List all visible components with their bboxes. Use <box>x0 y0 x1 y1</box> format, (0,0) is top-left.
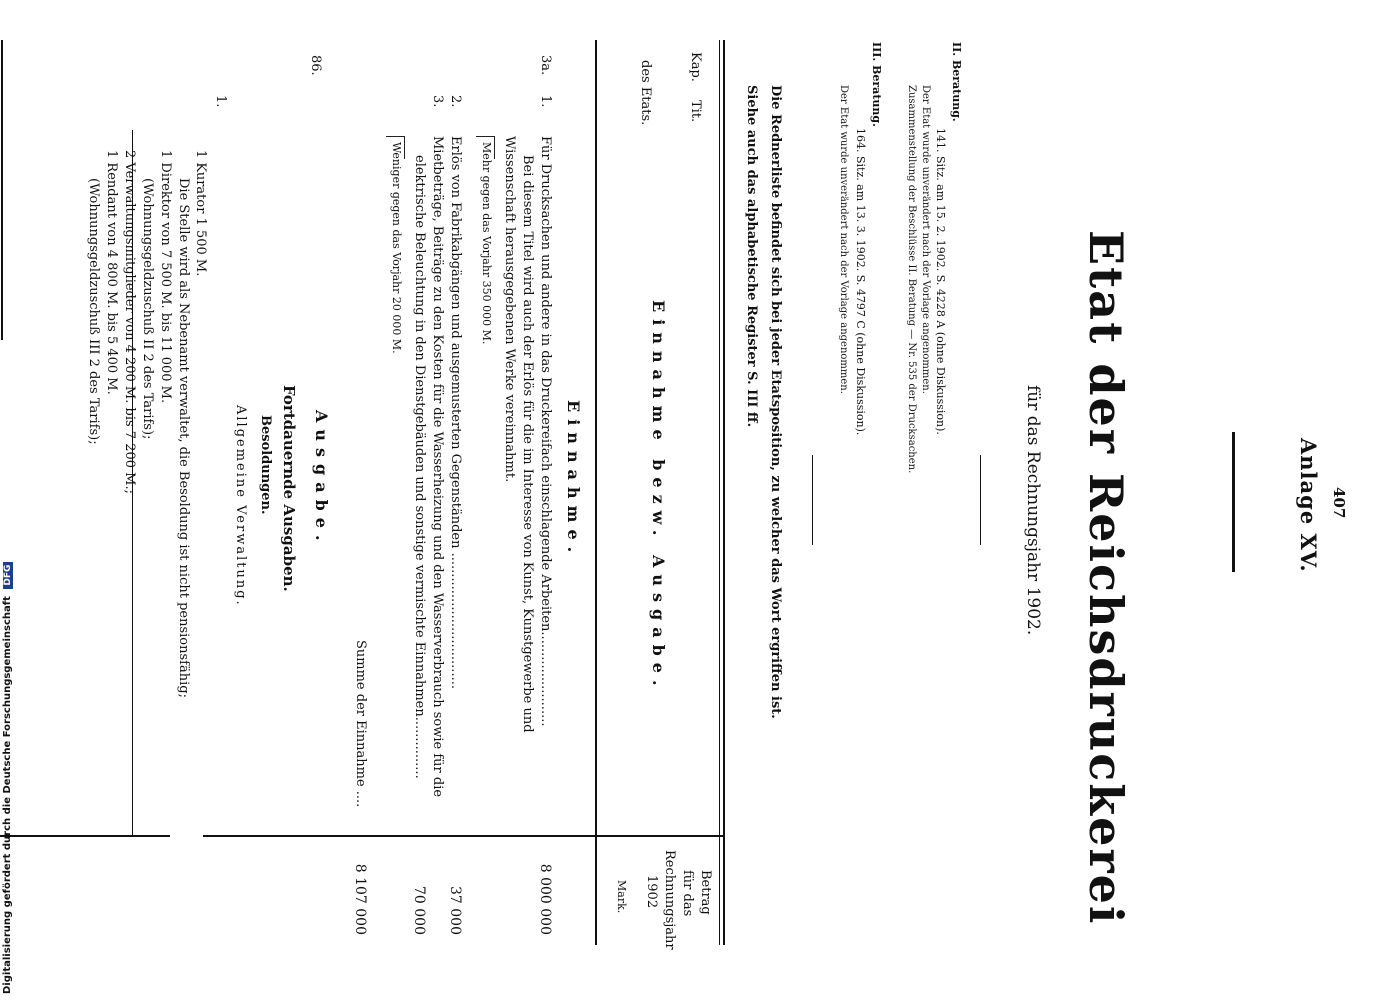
ausgabe-line-4: (Wohnungsgeldzuschuß II 2 des Tarifs); <box>140 178 155 440</box>
col-amount-header-3: Rechnungsjahr <box>662 850 677 950</box>
col-amount-header-2: für das <box>680 870 695 917</box>
einnahme-row3-amount: 70 000 <box>411 886 427 935</box>
credit-text: Digitalisierung gefördert durch die Deutsche Forschungsgemeinschaft <box>2 596 13 994</box>
ausgabe-tit: 1. <box>213 95 228 108</box>
ausgabe-heading: Ausgabe. <box>312 410 331 548</box>
einnahme-row1-change: Mehr gegen das Vorjahr 350 000 M. <box>480 142 493 345</box>
ausgabe-line-1: 1 Kurator 1 500 M. <box>193 150 208 277</box>
einnahme-row1-note2: Wissenschaft herausgegebenen Werke vereinnahmt. <box>502 136 517 483</box>
einnahme-row2-tit: 2. <box>448 95 463 108</box>
table-header-rule <box>595 40 597 945</box>
beratung-divider <box>812 455 813 545</box>
einnahme-heading: Einnahme. <box>564 400 583 560</box>
table-top-rule-2 <box>719 40 720 945</box>
einnahme-row3-text2: elektrische Beleuchtung in den Dienstgebäuden und sonstige vermischte Einnahmen............... <box>412 155 427 779</box>
einnahme-row1-amount: 8 000 000 <box>537 863 553 935</box>
einnahme-row3-change: Weniger gegen das Vorjahr 20 000 M. <box>390 142 403 354</box>
document-title: Etat der Reichsdruckerei <box>1079 230 1133 926</box>
einnahme-row1-note: Bei diesem Titel wird auch der Erlös für die im Interesse von Kunst, Kunstgewerbe und <box>520 155 535 733</box>
einnahme-row2-amount: 37 000 <box>447 886 463 935</box>
einnahme-row3-tit: 3. <box>430 95 445 108</box>
second-reading-line2: Der Etat wurde unverändert nach der Vorlage angenommen. <box>920 85 931 394</box>
document-subtitle: für das Rechnungsjahr 1902. <box>1023 385 1043 636</box>
title-divider <box>980 455 981 545</box>
third-reading-heading: III. Beratung. <box>870 42 883 127</box>
col-amount-header-4: 1902 <box>644 875 659 909</box>
einnahme-row1-tit: 1. <box>538 95 553 108</box>
dfg-logo: DFG <box>3 562 13 589</box>
col-tit-header: Tit. <box>688 100 703 123</box>
einnahme-row1-text: Für Drucksachen und andere in das Druckereifach einschlagende Arbeiten....................... <box>538 136 553 727</box>
register-note: Siehe auch das alphabetische Register S. III ff. <box>744 85 759 428</box>
ausgabe-subheading-3: Allgemeine Verwaltung. <box>233 405 248 607</box>
ausgabe-line-5: 2 Verwaltungsmitglieder von 4 200 M. bis 7 200 M.; <box>122 150 137 494</box>
ausgabe-subheading-1: Fortdauernde Ausgaben. <box>280 385 298 592</box>
second-reading-heading: II. Beratung. <box>950 42 963 122</box>
ausgabe-subheading-2: Besoldungen. <box>258 415 273 515</box>
third-reading-line2: Der Etat wurde unverändert nach der Vorlage angenommen. <box>838 85 849 394</box>
ausgabe-kap: 86. <box>308 55 323 76</box>
second-reading-line3: Zusammenstellung der Beschlüsse II. Beratung — Nr. 535 der Drucksachen. <box>906 85 917 474</box>
table-bottom-rule <box>1 40 3 340</box>
dfg-credit <box>2 562 13 994</box>
ausgabe-line-3: 1 Direktor von 7 500 M. bis 11 000 M. <box>158 150 173 404</box>
amount-column-rule <box>203 835 723 837</box>
einnahme-amount-divider <box>0 835 170 837</box>
second-reading-line1: 141. Sitz. am 15. 2. 1902. S. 4228 A (ohne Diskussion). <box>934 128 947 435</box>
table-top-rule <box>723 40 725 945</box>
einnahme-sum-label: Summe der Einnahme .... <box>353 640 368 808</box>
col-des-etats-header: des Etats. <box>638 60 653 126</box>
col-amount-header-1: Betrag <box>698 870 713 915</box>
col-amount-unit: Mark. <box>615 880 628 914</box>
anlage-label: Anlage XV. <box>1296 438 1321 573</box>
einnahme-kap: 3a. <box>538 55 553 76</box>
col-main-header: Einnahme bezw. Ausgabe. <box>649 300 668 693</box>
ausgabe-line-6: 1 Rendant von 4 800 M. bis 5 400 M. <box>104 150 119 395</box>
anlage-underline <box>1232 432 1235 572</box>
einnahme-row2-text: Erlös von Fabrikabgängen und ausgemusterten Gegenständen ................................. <box>448 136 463 689</box>
third-reading-line1: 164. Sitz. am 13. 3. 1902. S. 4797 C (ohne Diskussion). <box>854 128 867 436</box>
page-number: 407 <box>1330 487 1348 519</box>
speaker-list-note: Die Rednerliste befindet sich bei jeder Etatsposition, zu welcher das Wort ergriffen ist. <box>768 85 783 719</box>
ausgabe-line-2: Die Stelle wird als Nebenamt verwaltet, die Besoldung ist nicht pensionsfähig; <box>176 178 191 698</box>
ausgabe-line-7: (Wohnungsgeldzuschuß III 2 des Tarifs); <box>86 178 101 445</box>
einnahme-row3-text: Mietbeträge, Beiträge zu den Kosten für die Wasserheizung und den Wasserverbrauch sowie für die <box>430 136 445 798</box>
col-kap-header: Kap. <box>688 52 703 82</box>
einnahme-sum-amount: 8 107 000 <box>352 863 368 935</box>
